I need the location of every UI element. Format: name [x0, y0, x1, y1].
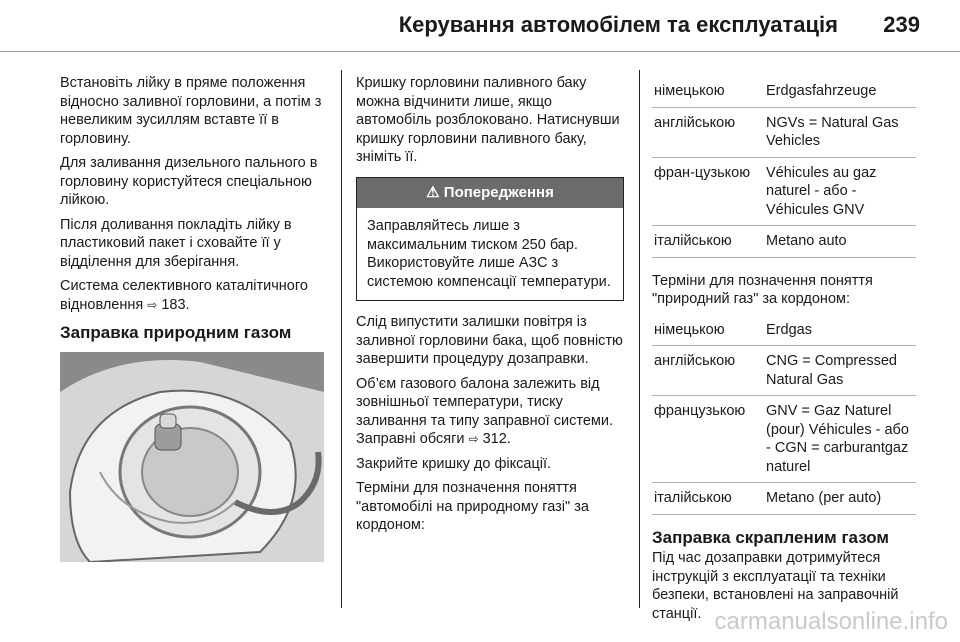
paragraph: Слід випустити залишки повітря із заливної горловини бака, щоб повністю завершити процедуру дозаправки. [356, 314, 623, 367]
term-cell: Erdgasfahrzeuge [766, 83, 877, 99]
section-heading: Заправка природним газом [60, 323, 292, 342]
fuel-filler-photo [60, 352, 324, 562]
fuel-filler-illustration [60, 352, 324, 562]
warning-header [357, 178, 623, 209]
term-cell: NGVs = Natural Gas Vehicles [766, 114, 899, 149]
page-title: Керування автомобілем та експлуатація [398, 12, 838, 37]
section-heading: Заправка скрапленим газом [652, 527, 889, 547]
term-cell: GNV = Gaz Naturel (pour) Véhicules - або - CGN = carburantgaz naturel [766, 403, 909, 475]
warning-icon: ⚠ [426, 183, 440, 201]
table-row [652, 396, 916, 483]
paragraph: Кришку горловини паливного баку можна відчинити лише, якщо автомобіль розблоковано. Натиснувши кришку горловини паливного баку, зніміть її. [356, 75, 620, 165]
term-cell: Véhicules au gaz naturel - або - Véhicules GNV [766, 164, 877, 218]
watermark: carmanualsonline.info [714, 608, 948, 635]
table-row [652, 108, 916, 158]
term-cell: Metano (per auto) [766, 490, 882, 506]
warning-box [356, 177, 624, 302]
language-cell: англійською [654, 353, 736, 369]
terms-table-gas [652, 315, 916, 515]
table-row [652, 315, 916, 347]
term-cell: Metano auto [766, 233, 847, 249]
page-ref-arrow-icon: ⇨ [147, 297, 158, 312]
paragraph: Закрийте кришку до фіксації. [356, 455, 552, 472]
paragraph-text: Об’єм газового балона залежить від зовнішньої температури, тиску заливання та типу заправної системи. Заправні обсяги [356, 375, 613, 447]
language-cell: фран-цузькою [654, 164, 751, 181]
column-divider [341, 70, 342, 608]
page-header [0, 0, 960, 52]
language-cell: італійською [654, 233, 732, 249]
language-cell: німецькою [654, 83, 725, 99]
language-cell: італійською [654, 490, 732, 506]
paragraph: Для заливання дизельного пального в горловину користуйтеся спеціальною лійкою. [60, 155, 318, 208]
table-row [652, 346, 916, 396]
page-reference-link[interactable]: 312. [482, 431, 511, 447]
column-middle [356, 74, 624, 541]
term-cell: CNG = Compressed Natural Gas [766, 353, 897, 388]
column-left [60, 74, 328, 353]
table-row [652, 226, 916, 258]
paragraph: Встановіть лійку в пряме положення відносно заливної горловини, а потім з невеликим зусиллям вставте її в горловину. [60, 75, 322, 147]
column-right [652, 76, 916, 629]
paragraph [356, 375, 624, 449]
page-reference-link[interactable]: 183. [161, 296, 190, 313]
page-ref-arrow-icon: ⇨ [468, 432, 479, 446]
paragraph: Після доливання покладіть лійку в пластиковий пакет і сховайте її у відділення для зберігання. [60, 216, 292, 270]
column-divider [639, 70, 640, 608]
table-row [652, 76, 916, 108]
language-cell: англійською [654, 114, 736, 131]
table-row [652, 158, 916, 227]
paragraph: Терміни для позначення поняття "автомобілі на природному газі" за кордоном: [356, 480, 589, 533]
paragraph: Під час дозаправки дотримуйтеся інструкцій з експлуатації та техніки безпеки, встановлені на заправочній станції. [652, 550, 899, 622]
term-cell: Erdgas [766, 321, 812, 338]
page-number: 239 [883, 12, 920, 37]
paragraph [60, 277, 328, 314]
header-divider [0, 51, 960, 52]
paragraph-text: Система селективного каталітичного відновлення [60, 278, 308, 313]
table-row [652, 483, 916, 515]
warning-body: Заправляйтесь лише з максимальним тиском 250 бар. Використовуйте лише АЗС з системою компенсації температури. [367, 218, 611, 290]
language-cell: німецькою [654, 321, 725, 338]
warning-title: Попередження [443, 183, 554, 201]
paragraph: Терміни для позначення поняття "природний газ" за кордоном: [652, 272, 873, 307]
terms-table-vehicles [652, 76, 916, 258]
language-cell: французькою [654, 403, 746, 419]
